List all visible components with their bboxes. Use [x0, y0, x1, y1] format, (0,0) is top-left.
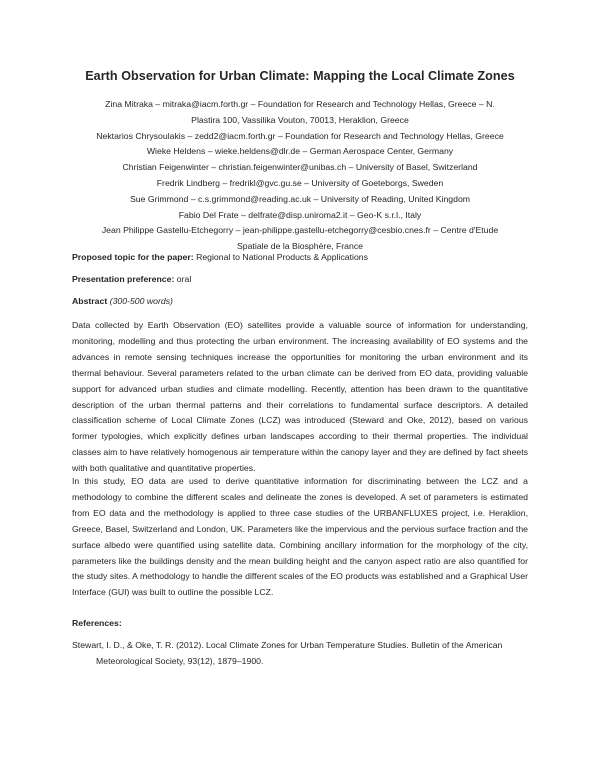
references-heading: References:	[72, 618, 122, 628]
author-line: Fredrik Lindberg – fredrikl@gvc.gu.se – University of Goeteborgs, Sweden	[156, 177, 444, 188]
author-line: Nektarios Chrysoulakis – zedd2@iacm.forth.gr – Foundation for Research and Technology Hellas, Greece	[96, 130, 504, 141]
author-line: Sue Grimmond – c.s.grimmond@reading.ac.uk – University of Reading, United Kingdom	[129, 193, 471, 204]
proposed-topic	[72, 252, 368, 262]
author-line: Plastira 100, Vassilika Vouton, 70013, Heraklion, Greece	[191, 114, 409, 125]
abstract-label: Abstract	[72, 296, 108, 306]
abstract-paragraph: In this study, EO data are used to derive quantitative information for discriminating between the LCZ and a methodology to combine the different scales and delineate the zones is developed. A set of parameters is estimated from EO data and the methodology is applied to three case studies of the URBANFLUXES project, i.e. Heraklion, Greece, Basel, Switzerland and London, UK. Parameters like the impervious and the pervious surface fraction and the surface albedo were quantified using satellite data. Combining ancillary information for the morphology of the city, parameters like the buildings density and the mean building height and the canyon aspect ratio are also quantified for the study sites. A methodology to handle the different scales of the EO products was established and a Graphical User Interface (GUI) was built to outline the possible LCZ.	[72, 476, 528, 598]
author-line: Fabio Del Frate – delfrate@disp.uniroma2.it – Geo-K s.r.l., Italy	[178, 209, 422, 220]
abstract-word-note: (300-500 words)	[109, 296, 173, 306]
paper-title: Earth Observation for Urban Climate: Mapping the Local Climate Zones	[85, 69, 515, 83]
presentation-preference	[72, 274, 191, 284]
author-line: Jean Philippe Gastellu-Etchegorry – jean-philippe.gastellu-etchegorry@cesbio.cnes.fr – Centre d'Etude	[101, 225, 499, 236]
proposed-topic-value: Regional to National Products & Applications	[196, 252, 368, 262]
author-line: Wieke Heldens – wieke.heldens@dlr.de – German Aerospace Center, Germany	[146, 146, 454, 157]
proposed-topic-label: Proposed topic for the paper:	[72, 252, 194, 262]
presentation-preference-label: Presentation preference:	[72, 274, 175, 284]
author-line: Spatiale de la Biosphère, France	[236, 241, 364, 252]
abstract-heading	[72, 296, 173, 306]
author-line: Christian Feigenwinter – christian.feigenwinter@unibas.ch – University of Basel, Switzerland	[122, 162, 478, 173]
author-list	[60, 97, 540, 255]
author-line: Zina Mitraka – mitraka@iacm.forth.gr – Foundation for Research and Technology Hellas, Greece – N.	[105, 99, 495, 109]
reference-item: Stewart, I. D., & Oke, T. R. (2012). Local Climate Zones for Urban Temperature Studies. Bulletin of the American Meteorological Society, 93(12), 1879–1900.	[72, 640, 503, 666]
abstract-paragraph: Data collected by Earth Observation (EO) satellites provide a valuable source of information for understanding, monitoring, modelling and thus protecting the urban environment. The increasing availability of EO systems and the advances in remote sensing techniques increase the opportunities for monitoring the urban environment and its thermal behaviour. Several parameters related to the urban climate can be derived from EO data, providing valuable support for advanced urban studies and climate modelling. Recently, attention has been drawn to the quantitative description of the urban thermal patterns and their correlations to fundamental surface descriptors. A detailed classification scheme of Local Climate Zones (LCZ) was introduced (Steward and Oke, 2012), based on various former typologies, which explicitly defines urban landscapes according to their thermal properties. The individual classes aim to have relatively homogenous air temperature within the canopy layer and they are defined by fact sheets with both qualitative and quantitative properties.	[72, 320, 528, 474]
presentation-preference-value: oral	[176, 274, 192, 284]
